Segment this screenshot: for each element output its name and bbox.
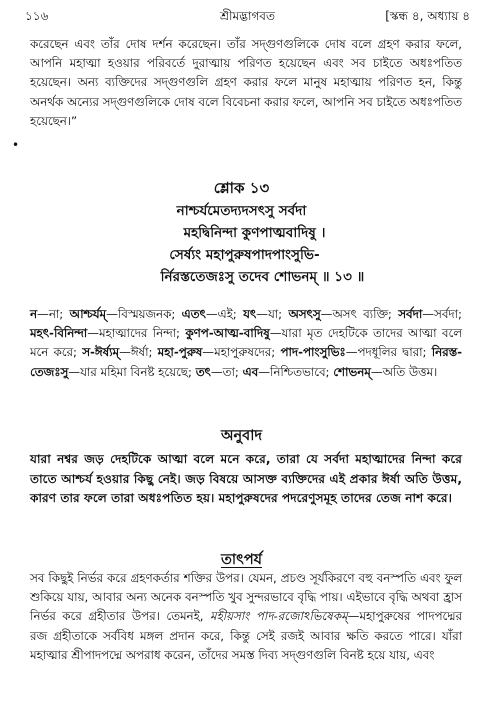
synonym-term: এব bbox=[242, 364, 259, 379]
synonym-item bbox=[398, 307, 462, 321]
purport-text-before: সব কিছুই নির্ভর করে গ্রহণকর্তার শক্তির উপর। যেমন, প্রচণ্ড সূর্যকিরণে বহু বনস্পতি এবং ফুল শুকিয়ে যায়, আবার অন্য অনেক বনস্পতি খুব সুন্দরভাবে বৃদ্ধি পায়। এইভাবে বৃদ্ধি অথবা হ্রাস নির্ভর করে গ্রহীতার উপর। তেমনই, bbox=[30, 571, 462, 624]
synonym-meaning: —যা; bbox=[256, 307, 289, 321]
synonym-term: যৎ bbox=[243, 307, 257, 321]
synonym-item bbox=[289, 307, 399, 321]
synonym-term: মহা-পুরুষ bbox=[157, 345, 203, 360]
synonym-item bbox=[182, 307, 243, 321]
synonym-meaning: —পদধূলির দ্বারা; bbox=[345, 345, 432, 360]
synonym-meaning: —বিস্ময়জনক; bbox=[106, 307, 182, 321]
synonym-meaning: —যার মহিমা বিনষ্ট হয়েছে; bbox=[68, 364, 196, 379]
intro-paragraph: করেছেন এবং তাঁর দোষ দর্শন করেছেন। তাঁর সদ্গুণগুলিকে দোষ বলে গ্রহণ করার ফলে, আপনি মহাত্মা হওয়ার পরিবর্তে দুরাত্মায় পরিণত হয়েছেন এবং সব চাইতে অধঃপতিত হয়েছেন। অন্য ব্যক্তিদের সদ্গুণগুলি গ্রহণ করার ফলে মানুষ মহাত্মায় পরিণত হন, কিন্তু অনর্থক অন্যের সদ্গুণগুলিকে দোষ বলে বিবেচনা করার ফলে, আপনি সব চাইতে অধঃপতিত হয়েছেন।” bbox=[30, 37, 462, 128]
synonym-meaning: —সর্বদা; bbox=[422, 307, 462, 321]
synonym-item bbox=[333, 365, 437, 379]
synonym-meaning: —অসৎ ব্যক্তি; bbox=[320, 307, 399, 321]
synonym-term: তৎ bbox=[195, 364, 211, 379]
synonym-item bbox=[280, 345, 431, 359]
synonym-item bbox=[30, 326, 185, 340]
synonym-meaning: —মহাত্মাদের নিন্দা; bbox=[87, 326, 186, 341]
synonym-term: স-ঈর্ষ্যম্ bbox=[82, 345, 120, 360]
translation-heading: অনুবাদ bbox=[220, 428, 263, 444]
verse-line-3: সের্ষ্যং মহাপুরুষপাদপাংসুভি- bbox=[169, 247, 320, 263]
synonym-item bbox=[158, 345, 281, 359]
synonym-meaning: —এই; bbox=[205, 307, 244, 321]
synonym-term: মহৎ-বিনিন্দা bbox=[30, 326, 88, 341]
synonym-term: অসৎসু bbox=[288, 307, 321, 321]
synonym-item bbox=[30, 307, 70, 321]
synonym-term: শোভনম্ bbox=[333, 364, 371, 379]
page-header bbox=[25, 8, 470, 24]
synonym-meaning: —তা; bbox=[210, 364, 243, 379]
purport-text bbox=[30, 569, 462, 665]
page-number: ১১৬ bbox=[25, 9, 49, 23]
synonym-term: কুণপ-আত্ম-বাদিষু bbox=[185, 326, 270, 341]
book-title: শ্রীমদ্ভাগবত bbox=[219, 9, 275, 23]
margin-dot: • bbox=[12, 138, 20, 152]
synonym-item bbox=[82, 345, 157, 359]
synonym-item bbox=[196, 365, 243, 379]
synonym-term: ন bbox=[30, 307, 38, 321]
synonym-item bbox=[243, 365, 334, 379]
synonym-meaning: —না; bbox=[37, 307, 70, 321]
translation-text: যারা নশ্বর জড় দেহটিকে আত্মা বলে মনে করে, তারা যে সর্বদা মহাত্মাদের নিন্দা করে তাতে আশ্চর্য হওয়ার কিছু নেই। জড় বিষয়ে আসক্ত ব্যক্তিদের এই প্রকার ঈর্ষা অতি উত্তম, কারণ তার ফলে তারা অধঃপতিত হয়। মহাপুরুষদের পদরেণুসমূহ তাদের তেজ নাশ করে। bbox=[30, 452, 462, 505]
sanskrit-verse bbox=[0, 200, 483, 288]
purport-text-after: —মহাপুরুষের পাদপদ্মের রজ গ্রহীতাকে সর্ববিধ মঙ্গল প্রদান করে, কিন্তু সেই রজই আবার ক্ষতি করতে পারে। যাঁরা মহাত্মার শ্রীপাদপদ্মে অপরাধ করেন, তাঁদের সমস্ত দিব্য সদ্গুণগুলি বিনষ্ট হয়ে যায়, এবং bbox=[30, 609, 462, 662]
synonym-item bbox=[243, 307, 288, 321]
synonym-term: নিরস্ত-তেজঃসু bbox=[30, 345, 462, 379]
synonym-meaning: —অতি উত্তম। bbox=[370, 364, 438, 379]
verse-title: শ্লোক ১৩ bbox=[213, 179, 270, 197]
synonym-meaning: —নিশ্চিতভাবে; bbox=[258, 364, 334, 379]
synonym-meaning: —ঈর্ষা; bbox=[119, 345, 158, 360]
synonym-meaning: —যারা মৃত দেহটিকে তাদের আত্মা বলে মনে করে; bbox=[30, 326, 462, 360]
verse-line-4: র্নিরস্ততেজঃসু তদেব শোভনম্ ॥ ১৩ ॥ bbox=[160, 269, 365, 285]
purport-heading: তাৎপর্য bbox=[220, 552, 263, 568]
purport-emphasis: মহীয়সাং পাদ-রজোঽভিষেকম্ bbox=[210, 609, 348, 624]
synonym-term: সর্বদা bbox=[398, 307, 423, 321]
synonym-term: এতৎ bbox=[181, 307, 206, 321]
verse-line-1: নাশ্চর্যমেতদ্যদসৎসু সর্বদা bbox=[176, 203, 307, 219]
synonym-item bbox=[70, 307, 182, 321]
synonym-term: পাদ-পাংসুভিঃ bbox=[280, 345, 346, 360]
section-reference: [স্কন্ধ ৪, অধ্যায় ৪ bbox=[385, 9, 470, 23]
verse-line-2: মহদ্বিনিন্দা কুণপাত্মবাদিষু । bbox=[183, 225, 326, 241]
synonym-meaning: —মহাপুরুষদের; bbox=[202, 345, 281, 360]
synonym-term: আশ্চর্যম্ bbox=[69, 307, 107, 321]
word-synonyms bbox=[30, 305, 462, 382]
